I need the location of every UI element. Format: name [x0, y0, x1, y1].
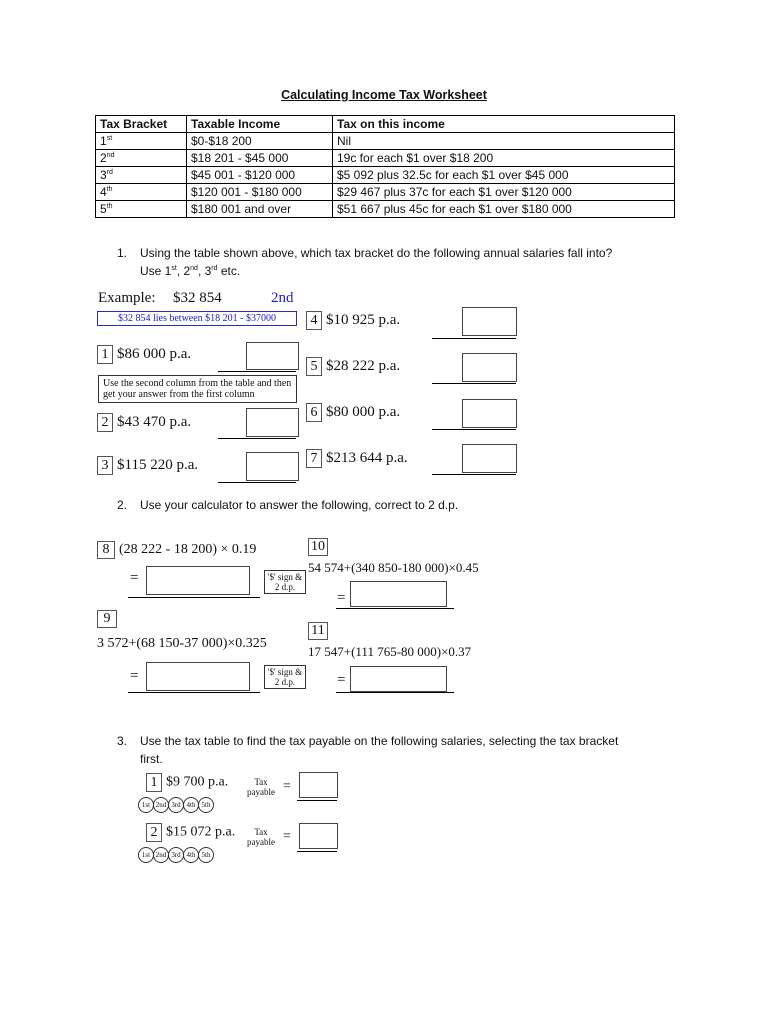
item-number: 10 [308, 538, 328, 556]
q1-item-1 [97, 345, 191, 364]
example-amount: $32 854 [173, 290, 222, 306]
item-amount: $10 925 p.a. [326, 311, 401, 328]
answer-box-1[interactable] [246, 342, 299, 370]
question-3-text: Use the tax table to find the tax payable on the following salaries, selecting the tax bracket [140, 734, 619, 748]
answer-line [297, 851, 337, 852]
answer-box-4[interactable] [462, 307, 517, 336]
income-cell: $120 001 - $180 000 [187, 184, 333, 201]
dp-note: '$' sign & 2 d.p. [264, 665, 306, 689]
item-number: 7 [306, 449, 322, 468]
item-amount: $43 470 p.a. [117, 413, 192, 430]
bracket-cell: 1st [96, 133, 187, 150]
q2-item-10-number-wrap [308, 538, 332, 556]
q1-item-4 [306, 311, 400, 330]
tax-payable-label: Tax payable [247, 827, 275, 847]
bracket-cell: 2nd [96, 150, 187, 167]
column-header: Tax Bracket [96, 116, 187, 133]
question-3-number: 3. [117, 734, 128, 748]
answer-line [297, 800, 337, 801]
example-answer: 2nd [271, 290, 294, 306]
item-amount: $28 222 p.a. [326, 357, 401, 374]
answer-box-q3-1[interactable] [299, 772, 338, 798]
q2-item-11-number-wrap [308, 622, 332, 640]
bracket-cell: 4th [96, 184, 187, 201]
answer-box-3[interactable] [246, 452, 299, 481]
item-number: 6 [306, 403, 322, 422]
tax-cell: 19c for each $1 over $18 200 [333, 150, 675, 167]
question-1-instruction: Use 1st, 2nd, 3rd etc. [140, 264, 241, 278]
tax-cell: $51 667 plus 45c for each $1 over $180 000 [333, 201, 675, 218]
bracket-option[interactable]: 4th [183, 797, 199, 813]
item-amount: $115 220 p.a. [117, 456, 199, 473]
answer-line [128, 597, 260, 598]
item-amount: $213 644 p.a. [326, 449, 408, 466]
bracket-options [138, 844, 213, 863]
item-number: 11 [308, 622, 328, 640]
q1-item-6 [306, 403, 400, 422]
table-row [96, 201, 675, 218]
bracket-cell: 3rd [96, 167, 187, 184]
item-number: 1 [97, 345, 113, 364]
equals-sign: = [283, 779, 291, 794]
income-cell: $45 001 - $120 000 [187, 167, 333, 184]
equals-sign: = [337, 590, 346, 606]
answer-box-7[interactable] [462, 444, 517, 473]
item-number: 2 [97, 413, 113, 432]
equals-sign: = [337, 672, 346, 688]
income-cell: $180 001 and over [187, 201, 333, 218]
tax-cell: $29 467 plus 37c for each $1 over $120 000 [333, 184, 675, 201]
q1-item-3 [97, 456, 198, 475]
example-label: Example: [98, 290, 156, 306]
tax-cell: Nil [333, 133, 675, 150]
q1-item-5 [306, 357, 400, 376]
bracket-option[interactable]: 5th [198, 797, 214, 813]
example-note: $32 854 lies between $18 201 - $37000 [97, 311, 297, 326]
answer-line [336, 692, 454, 693]
item-number: 8 [97, 541, 115, 559]
bracket-options [138, 794, 213, 813]
item-expression: 3 572+(68 150-37 000)×0.325 [97, 636, 267, 651]
answer-line [218, 438, 296, 439]
item-expression: 17 547+(111 765-80 000)×0.37 [308, 644, 472, 659]
answer-line [432, 338, 516, 339]
item-amount: $9 700 p.a. [166, 774, 229, 790]
table-row [96, 133, 675, 150]
question-2-text: Use your calculator to answer the following, correct to 2 d.p. [140, 498, 459, 512]
q2-item-9-number-wrap [97, 610, 121, 628]
item-expression: 54 574+(340 850-180 000)×0.45 [308, 560, 479, 575]
answer-box-6[interactable] [462, 399, 517, 428]
item-number: 1 [146, 773, 162, 792]
item-number: 3 [97, 456, 113, 475]
bracket-option[interactable]: 2nd [153, 847, 169, 863]
bracket-option[interactable]: 3rd [168, 847, 184, 863]
item-amount: $86 000 p.a. [117, 345, 192, 362]
answer-line [218, 371, 296, 372]
q2-item-8 [97, 541, 256, 559]
column-header: Tax on this income [333, 116, 675, 133]
question-3-text-cont: first. [140, 752, 163, 766]
bracket-cell: 5th [96, 201, 187, 218]
q1-item-2 [97, 413, 191, 432]
equals-sign: = [130, 668, 139, 684]
bracket-option[interactable]: 2nd [153, 797, 169, 813]
bracket-option[interactable]: 3rd [168, 797, 184, 813]
equals-sign: = [130, 570, 139, 586]
income-cell: $0-$18 200 [187, 133, 333, 150]
question-2-number: 2. [117, 498, 128, 512]
answer-line [432, 429, 516, 430]
item-expression: (28 222 - 18 200) × 0.19 [119, 542, 257, 558]
bracket-option[interactable]: 1st [138, 847, 154, 863]
item-amount: $15 072 p.a. [166, 824, 236, 840]
question-1-number: 1. [117, 246, 128, 260]
answer-line [432, 383, 516, 384]
answer-box-9[interactable] [146, 662, 250, 691]
question-1-text: Using the table shown above, which tax bracket do the following annual salaries fall into? [140, 246, 613, 260]
table-row [96, 150, 675, 167]
answer-box-5[interactable] [462, 353, 517, 382]
answer-box-8[interactable] [146, 566, 250, 595]
dp-note: '$' sign & 2 d.p. [264, 570, 306, 594]
answer-box-q3-2[interactable] [299, 823, 338, 849]
tax-payable-label: Tax payable [247, 777, 275, 797]
q3-item-2 [146, 823, 235, 842]
answer-line [432, 474, 516, 475]
column-header: Taxable Income [187, 116, 333, 133]
bracket-option[interactable]: 4th [183, 847, 199, 863]
answer-line [218, 482, 296, 483]
item-number: 5 [306, 357, 322, 376]
q1-item-7 [306, 449, 408, 468]
q3-item-1 [146, 773, 228, 792]
bracket-option[interactable]: 1st [138, 797, 154, 813]
income-cell: $18 201 - $45 000 [187, 150, 333, 167]
item-number: 4 [306, 311, 322, 330]
item-amount: $80 000 p.a. [326, 403, 401, 420]
answer-line [336, 608, 454, 609]
answer-box-2[interactable] [246, 408, 299, 437]
equals-sign: = [283, 829, 291, 844]
item-number: 2 [146, 823, 162, 842]
table-header-row [96, 116, 675, 133]
table-row [96, 184, 675, 201]
tax-cell: $5 092 plus 32.5c for each $1 over $45 000 [333, 167, 675, 184]
answer-line [128, 692, 260, 693]
answer-box-10[interactable] [350, 581, 447, 607]
item-number: 9 [97, 610, 117, 628]
page-title: Calculating Income Tax Worksheet [281, 88, 487, 102]
hint-note: Use the second column from the table and then get your answer from the first column [98, 375, 297, 403]
tax-table [95, 115, 675, 218]
table-row [96, 167, 675, 184]
bracket-option[interactable]: 5th [198, 847, 214, 863]
answer-box-11[interactable] [350, 666, 447, 692]
